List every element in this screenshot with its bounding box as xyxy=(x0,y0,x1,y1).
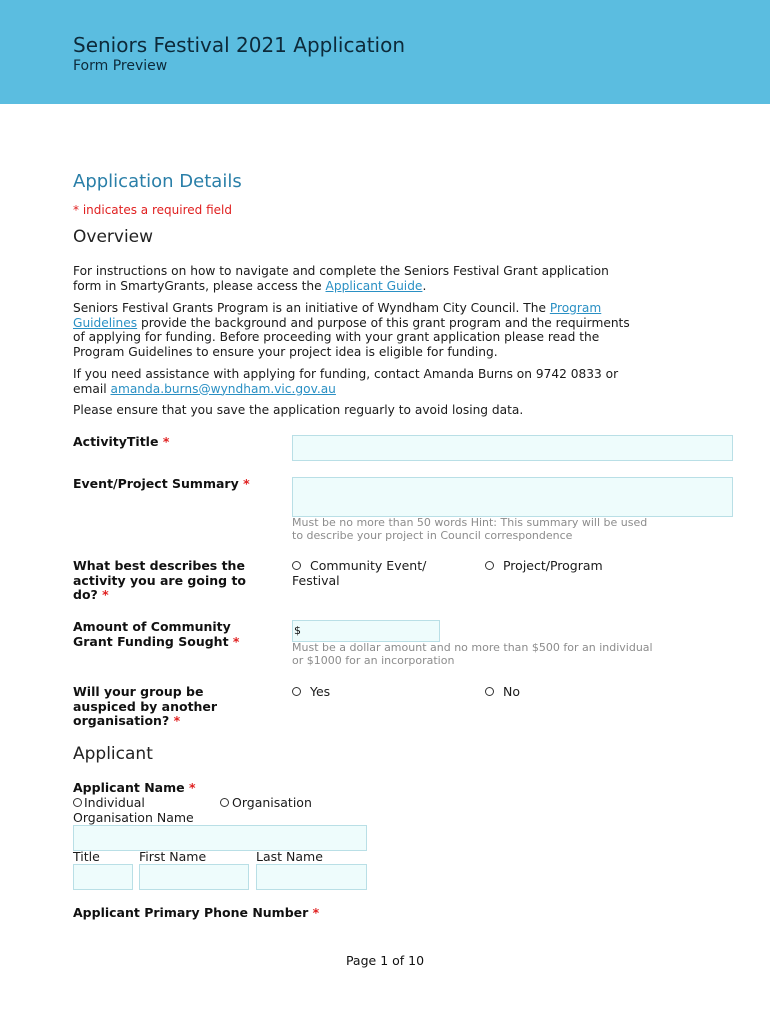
paragraph-line xyxy=(73,301,673,316)
radio-button-icon[interactable] xyxy=(220,798,229,807)
activity-type-label xyxy=(73,559,246,603)
paragraph-line: For instructions on how to navigate and complete the Seniors Festival Grant application xyxy=(73,264,609,278)
label-line: What best describes the xyxy=(73,558,245,573)
radio-project-program[interactable] xyxy=(485,559,603,574)
radio-button-icon[interactable] xyxy=(292,687,301,696)
overview-paragraph-1 xyxy=(73,264,673,293)
form-title: Seniors Festival 2021 Application xyxy=(73,33,406,57)
currency-prefix: $ xyxy=(294,624,301,637)
contact-email-link[interactable]: amanda.burns@wyndham.vic.gov.au xyxy=(110,381,336,396)
title-label: Title xyxy=(73,849,100,864)
radio-auspiced-yes[interactable] xyxy=(292,685,330,700)
required-marker: * xyxy=(173,713,181,729)
page-header xyxy=(0,0,770,104)
label-line: activity you are going to xyxy=(73,572,247,588)
hint-line: or $1000 for an incorporation xyxy=(292,654,455,667)
label-text: Applicant Name xyxy=(73,780,185,795)
paragraph-text: email xyxy=(73,381,111,396)
label-text: do? xyxy=(73,587,98,603)
section-title: Application Details xyxy=(73,171,242,192)
required-marker: * xyxy=(102,587,109,603)
organisation-name-label: Organisation Name xyxy=(73,810,194,825)
label-line: auspiced by another xyxy=(73,698,218,714)
paragraph-line: Program Guidelines to ensure your project idea is eligible for funding. xyxy=(73,344,498,359)
first-name-input[interactable] xyxy=(139,864,249,890)
overview-paragraph-4: Please ensure that you save the application reguarly to avoid losing data. xyxy=(73,403,524,417)
label-text: organisation? xyxy=(73,713,170,729)
required-marker: * xyxy=(188,780,196,795)
radio-label: Individual xyxy=(84,795,145,810)
paragraph-text: Seniors Festival Grants Program is an initiative of Wyndham City Council. The xyxy=(73,301,550,315)
paragraph-text: provide the background and purpose of this grant program and the requirments xyxy=(137,315,630,330)
required-marker: * xyxy=(312,905,320,920)
funding-amount-input[interactable] xyxy=(292,620,440,642)
radio-auspiced-no[interactable] xyxy=(485,685,520,700)
radio-label: Organisation xyxy=(232,795,312,810)
radio-label: Community Event/ xyxy=(309,558,427,573)
applicant-guide-link[interactable]: Applicant Guide xyxy=(325,278,423,293)
label-line xyxy=(73,635,239,650)
paragraph-line xyxy=(73,316,673,331)
funding-amount-label xyxy=(73,620,239,649)
hint-line: to describe your project in Council correspondence xyxy=(292,529,573,542)
paragraph-line xyxy=(73,382,673,397)
label-text: Event/Project Summary xyxy=(73,476,239,491)
label-line: Will your group be xyxy=(73,684,204,699)
program-guidelines-link[interactable]: Guidelines xyxy=(73,315,138,330)
radio-button-icon[interactable] xyxy=(292,561,301,570)
radio-button-icon[interactable] xyxy=(485,687,494,696)
title-input[interactable] xyxy=(73,864,133,890)
radio-community-event[interactable] xyxy=(292,559,426,588)
applicant-heading: Applicant xyxy=(73,744,153,764)
label-text: ActivityTitle xyxy=(73,434,159,449)
paragraph-text: . xyxy=(422,278,427,293)
applicant-name-label xyxy=(73,781,196,796)
label-line: Amount of Community xyxy=(73,619,231,634)
first-name-label: First Name xyxy=(139,849,207,864)
required-marker: * xyxy=(243,476,250,491)
paragraph-text: form in SmartyGrants, please access the xyxy=(73,278,326,293)
required-field-note: * indicates a required field xyxy=(73,203,232,217)
event-summary-label xyxy=(73,477,250,492)
last-name-input[interactable] xyxy=(256,864,367,890)
required-marker: * xyxy=(162,434,170,449)
radio-button-icon[interactable] xyxy=(485,561,494,570)
activity-title-label xyxy=(73,435,169,450)
paragraph-line: of applying for funding. Before proceeding with your grant application please read the xyxy=(73,330,600,345)
required-marker: * xyxy=(232,633,240,649)
radio-label: No xyxy=(502,684,520,699)
organisation-name-input[interactable] xyxy=(73,825,367,851)
radio-individual[interactable] xyxy=(73,796,145,811)
hint-line: Must be no more than 50 words Hint: This summary will be used xyxy=(292,516,648,529)
radio-organisation[interactable] xyxy=(220,796,312,811)
page-number: Page 1 of 10 xyxy=(345,953,425,968)
form-subtitle: Form Preview xyxy=(73,58,168,74)
paragraph-line: If you need assistance with applying for funding, contact Amanda Burns on 9742 0833 or xyxy=(73,367,619,381)
label-text: Grant Funding Sought xyxy=(73,633,229,649)
overview-paragraph-2 xyxy=(73,301,673,359)
last-name-label: Last Name xyxy=(256,849,323,864)
label-line xyxy=(73,714,217,729)
overview-heading: Overview xyxy=(73,227,154,247)
event-summary-hint xyxy=(292,516,647,542)
program-guidelines-link[interactable]: Program xyxy=(549,301,602,315)
radio-label: Project/Program xyxy=(502,558,603,573)
radio-button-icon[interactable] xyxy=(73,798,82,807)
funding-amount-hint xyxy=(292,641,653,667)
label-text: Applicant Primary Phone Number xyxy=(73,905,309,920)
hint-line: Must be a dollar amount and no more than $500 for an individual xyxy=(292,641,653,654)
event-summary-textarea[interactable] xyxy=(292,477,733,517)
overview-paragraph-3 xyxy=(73,367,673,396)
activity-title-input[interactable] xyxy=(292,435,733,461)
radio-label: Festival xyxy=(292,572,340,588)
label-line xyxy=(73,588,246,603)
auspiced-label xyxy=(73,685,217,729)
radio-label: Yes xyxy=(309,684,331,699)
phone-number-label xyxy=(73,906,319,921)
paragraph-line xyxy=(73,279,673,294)
